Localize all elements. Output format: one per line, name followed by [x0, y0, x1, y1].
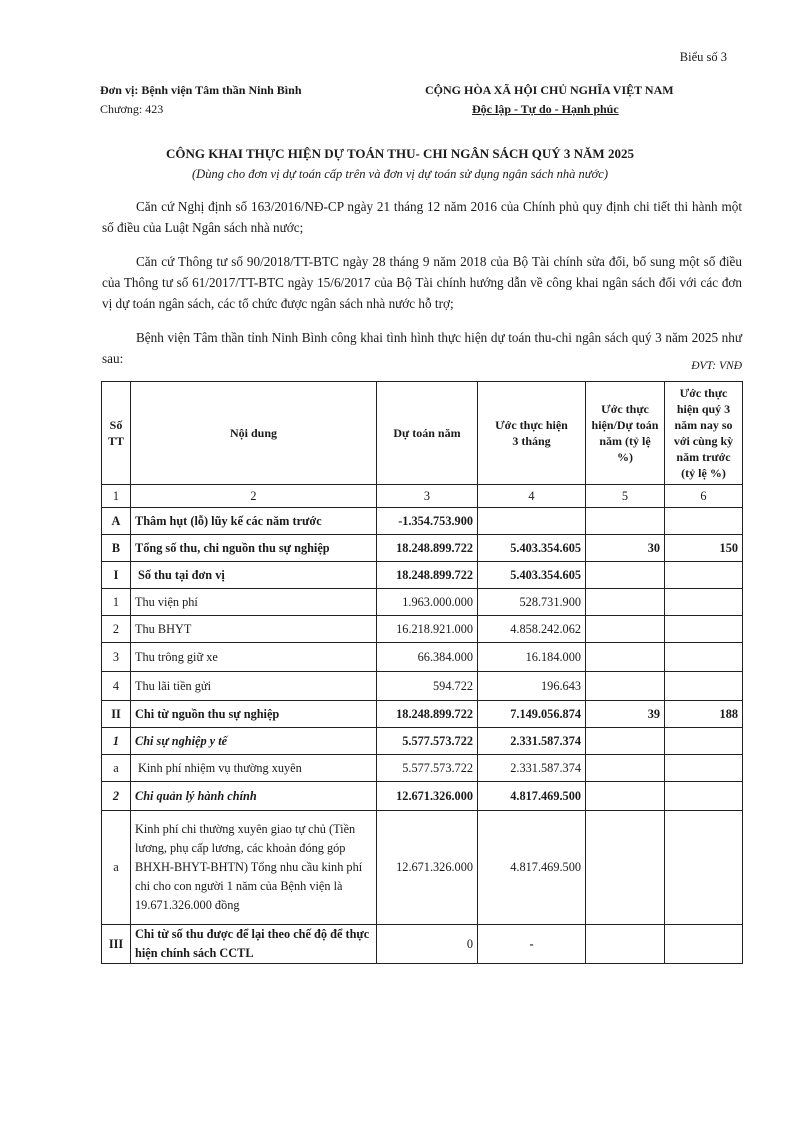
table-header-row	[102, 382, 743, 485]
intro-paragraph: Bệnh viện Tâm thần tỉnh Ninh Bình công khai tình hình thực hiện dự toán thu-chi ngân sách quý 3 năm 2025 như sau:	[102, 330, 742, 366]
row-ratio-budget	[586, 589, 665, 616]
header-actual-3-months: Ước thực hiện 3 tháng	[478, 382, 586, 485]
national-title: CỘNG HÒA XÃ HỘI CHỦ NGHĨA VIỆT NAM	[425, 83, 674, 97]
row-ratio-previous	[665, 755, 743, 782]
row-budget: 0	[377, 925, 478, 964]
row-content: Chi quản lý hành chính	[131, 782, 377, 811]
row-actual: -	[478, 925, 586, 964]
row-actual: 196.643	[478, 672, 586, 701]
table-row	[102, 508, 743, 535]
table-row	[102, 672, 743, 701]
row-budget: 18.248.899.722	[377, 701, 478, 728]
row-ratio-budget	[586, 782, 665, 811]
table-row	[102, 925, 743, 964]
row-content: Kinh phí chi thường xuyên giao tự chủ (Tiền lương, phụ cấp lương, các khoản đóng góp BHXH-BHYT-BHTN) Tổng nhu cầu kinh phí chi cho con người 1 năm của Bệnh viện là 19.671.326.000 đồng	[131, 811, 377, 925]
col-number: 2	[131, 485, 377, 508]
row-ratio-budget	[586, 643, 665, 672]
row-ratio-budget	[586, 925, 665, 964]
table-row	[102, 643, 743, 672]
row-content: Chi sự nghiệp y tế	[131, 728, 377, 755]
row-ratio-previous	[665, 508, 743, 535]
row-ratio-previous	[665, 562, 743, 589]
header-content: Nội dung	[131, 382, 377, 485]
row-actual: 5.403.354.605	[478, 562, 586, 589]
row-stt: 2	[102, 782, 131, 811]
row-ratio-previous	[665, 811, 743, 925]
row-content: Chi từ số thu được để lại theo chế độ để thực hiện chính sách CCTL	[131, 925, 377, 964]
row-stt: I	[102, 562, 131, 589]
row-ratio-budget	[586, 728, 665, 755]
row-actual: 528.731.900	[478, 589, 586, 616]
col-number: 4	[478, 485, 586, 508]
currency-unit-note: ĐVT: VNĐ	[691, 360, 742, 372]
row-stt: 2	[102, 616, 131, 643]
row-ratio-budget	[586, 508, 665, 535]
table-row	[102, 701, 743, 728]
organization-unit: Đơn vị: Bệnh viện Tâm thần Ninh Bình	[100, 83, 302, 97]
row-content: Chi từ nguồn thu sự nghiệp	[131, 701, 377, 728]
row-actual: 4.817.469.500	[478, 811, 586, 925]
row-ratio-budget	[586, 672, 665, 701]
row-ratio-budget	[586, 811, 665, 925]
row-stt: A	[102, 508, 131, 535]
row-budget: 18.248.899.722	[377, 562, 478, 589]
row-budget: 12.671.326.000	[377, 811, 478, 925]
table-row	[102, 562, 743, 589]
row-stt: a	[102, 755, 131, 782]
budget-chapter: Chương: 423	[100, 102, 164, 116]
row-stt: 1	[102, 728, 131, 755]
row-stt: III	[102, 925, 131, 964]
row-budget: 18.248.899.722	[377, 535, 478, 562]
row-ratio-budget: 39	[586, 701, 665, 728]
budget-table	[101, 381, 743, 964]
row-content: Thu viện phí	[131, 589, 377, 616]
table-row	[102, 782, 743, 811]
row-ratio-previous	[665, 589, 743, 616]
row-stt: 3	[102, 643, 131, 672]
header-ratio-previous-year: Ước thực hiện quý 3 năm nay so với cùng kỳ năm trước (tỷ lệ %)	[665, 382, 743, 485]
row-ratio-budget: 30	[586, 535, 665, 562]
row-actual: 4.817.469.500	[478, 782, 586, 811]
table-row	[102, 616, 743, 643]
row-actual: 5.403.354.605	[478, 535, 586, 562]
table-row	[102, 589, 743, 616]
document-title: CÔNG KHAI THỰC HIỆN DỰ TOÁN THU- CHI NGÂN SÁCH QUÝ 3 NĂM 2025	[166, 146, 634, 161]
col-number: 3	[377, 485, 478, 508]
row-budget: 1.963.000.000	[377, 589, 478, 616]
header-ratio-budget: Ước thực hiện/Dự toán năm (tỷ lệ %)	[586, 382, 665, 485]
row-budget: -1.354.753.900	[377, 508, 478, 535]
form-number: Biểu số 3	[679, 50, 727, 64]
row-content: Thu BHYT	[131, 616, 377, 643]
column-number-row	[102, 485, 743, 508]
row-stt: 4	[102, 672, 131, 701]
row-actual: 2.331.587.374	[478, 755, 586, 782]
row-budget: 16.218.921.000	[377, 616, 478, 643]
row-ratio-previous	[665, 616, 743, 643]
row-actual: 16.184.000	[478, 643, 586, 672]
legal-basis-paragraph-2: Căn cứ Thông tư số 90/2018/TT-BTC ngày 28 tháng 9 năm 2018 của Bộ Tài chính sửa đổi, bổ sung một số điều của Thông tư số 61/2017/TT-BTC ngày 15/6/2017 của Bộ Tài chính hướng dẫn về công khai ngân sách đối với các đơn vị dự toán ngân sách, các tổ chức được ngân sách nhà nước hỗ trợ;	[102, 254, 742, 311]
row-stt: a	[102, 811, 131, 925]
row-budget: 66.384.000	[377, 643, 478, 672]
row-ratio-budget	[586, 755, 665, 782]
table-row	[102, 755, 743, 782]
row-content: Thâm hụt (lỗ) lũy kế các năm trước	[131, 508, 377, 535]
col-number: 1	[102, 485, 131, 508]
row-budget: 5.577.573.722	[377, 728, 478, 755]
row-stt: B	[102, 535, 131, 562]
row-content: Thu trông giữ xe	[131, 643, 377, 672]
table-row	[102, 728, 743, 755]
row-ratio-previous	[665, 728, 743, 755]
row-ratio-previous	[665, 925, 743, 964]
row-content: Số thu tại đơn vị	[131, 562, 377, 589]
row-ratio-previous	[665, 672, 743, 701]
national-motto: Độc lập - Tự do - Hạnh phúc	[472, 102, 619, 116]
row-actual: 2.331.587.374	[478, 728, 586, 755]
row-actual: 4.858.242.062	[478, 616, 586, 643]
row-ratio-previous	[665, 782, 743, 811]
row-stt: II	[102, 701, 131, 728]
col-number: 5	[586, 485, 665, 508]
row-budget: 12.671.326.000	[377, 782, 478, 811]
row-actual	[478, 508, 586, 535]
row-ratio-budget	[586, 562, 665, 589]
header-annual-budget: Dự toán năm	[377, 382, 478, 485]
row-budget: 594.722	[377, 672, 478, 701]
row-budget: 5.577.573.722	[377, 755, 478, 782]
row-stt: 1	[102, 589, 131, 616]
header-stt: Số TT	[102, 382, 131, 485]
row-content: Kinh phí nhiệm vụ thường xuyên	[131, 755, 377, 782]
row-ratio-previous: 188	[665, 701, 743, 728]
col-number: 6	[665, 485, 743, 508]
table-row	[102, 535, 743, 562]
document-subtitle: (Dùng cho đơn vị dự toán cấp trên và đơn vị dự toán sử dụng ngân sách nhà nước)	[192, 167, 608, 181]
table-row	[102, 811, 743, 925]
row-ratio-budget	[586, 616, 665, 643]
legal-basis-paragraph-1: Căn cứ Nghị định số 163/2016/NĐ-CP ngày 21 tháng 12 năm 2016 của Chính phủ quy định chi tiết thi hành một số điều của Luật Ngân sách nhà nước;	[102, 199, 742, 235]
row-ratio-previous: 150	[665, 535, 743, 562]
row-ratio-previous	[665, 643, 743, 672]
row-content: Tổng số thu, chi nguồn thu sự nghiệp	[131, 535, 377, 562]
row-actual: 7.149.056.874	[478, 701, 586, 728]
row-content: Thu lãi tiền gửi	[131, 672, 377, 701]
